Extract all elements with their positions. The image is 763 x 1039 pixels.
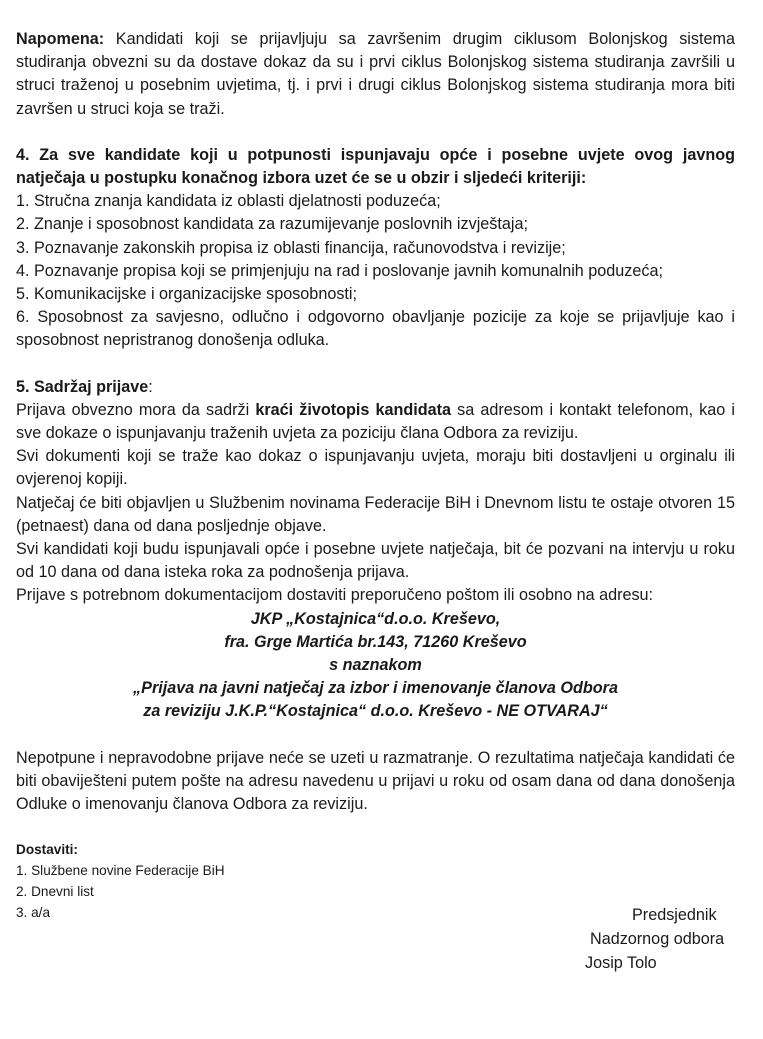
address-line-5: za reviziju J.K.P.“Kostajnica“ d.o.o. Kreševo - NE OTVARAJ“ — [143, 702, 608, 721]
section5-heading-line — [16, 376, 735, 399]
address-line-3: s naznakom — [329, 656, 422, 675]
address-line-2: fra. Grge Martića br.143, 71260 Kreševo — [224, 632, 527, 651]
criteria-item: 4. Poznavanje propisa koji se primjenjuju na rad i poslovanje javnih komunalnih poduzeća; — [16, 261, 663, 280]
criteria-item: 6. Sposobnost za savjesno, odlučno i odgovorno obavljanje pozicije za koje se prijavljuje kao i sposobnost nepristranog donošenja odluka. — [16, 308, 735, 350]
section5-paragraph-4: Svi kandidati koji budu ispunjavali opće i posebne uvjete natječaja, bit će pozvani na intervju u roku od 10 dana od dana isteka roka za podnošenja prijava. — [16, 540, 735, 582]
section5-paragraph-1 — [16, 399, 735, 445]
para1-start: Prijava obvezno mora da sadrži — [16, 400, 256, 419]
note-text: Kandidati koji se prijavljuju sa završenim drugim ciklusom Bolonjskog sistema studiranja obvezni su da dostave dokaz da su i prvi ciklus Bolonjskog sistema studiranja završili u struci traženoj u posebnim uvjetima, tj. i prvi i drugi ciklus Bolonjskog sistema studiranja mora biti završen u struci koja se traži. — [16, 30, 735, 118]
deliver-item: 1. Službene novine Federacije BiH — [16, 863, 225, 879]
criteria-item: 2. Znanje i sposobnost kandidata za razumijevanje poslovnih izvještaja; — [16, 215, 529, 234]
signature-name: Josip Tolo — [585, 954, 657, 972]
para1-bold: kraći životopis kandidata — [255, 400, 452, 419]
document-page — [16, 28, 735, 923]
section5-heading-colon: : — [148, 377, 153, 396]
section5-paragraph-2: Svi dokumenti koji se traže kao dokaz o ispunjavanju uvjeta, moraju biti dostavljeni u orginalu ili ovjerenoj kopiji. — [16, 447, 735, 489]
section5-paragraph-3: Natječaj će biti objavljen u Službenim novinama Federacije BiH i Dnevnom listu te ostaje otvoren 15 (petnaest) dana od dana posljednje objave. — [16, 493, 735, 535]
para1-end: sa adresom i kontakt telefonom, kao i sve dokaze o ispunjavanju traženih uvjeta za poziciju člana Odbora za reviziju. — [16, 400, 735, 443]
criteria-item: 5. Komunikacijske i organizacijske sposobnosti; — [16, 285, 358, 304]
closing-paragraph: Nepotpune i nepravodobne prijave neće se uzeti u razmatranje. O rezultatima natječaja kandidati će biti obaviješteni putem pošte na adresu navedenu u prijavi u roku od osam dana od dana donošenja Odluke o imenovanju članova Odbora za reviziju. — [16, 748, 735, 814]
address-line-1: JKP „Kostajnica“d.o.o. Kreševo, — [250, 609, 501, 628]
deliver-label: Dostaviti: — [16, 842, 78, 858]
section5-paragraph-5: Prijave s potrebnom dokumentacijom dostaviti preporučeno poštom ili osobno na adresu: — [16, 586, 654, 605]
criteria-item: 3. Poznavanje zakonskih propisa iz oblasti financija, računovodstva i revizije; — [16, 238, 566, 257]
note-label: Napomena: — [16, 30, 105, 48]
signature-title: Predsjednik — [632, 906, 717, 924]
note-paragraph — [16, 28, 735, 121]
signature-board: Nadzornog odbora — [590, 930, 725, 948]
section5-heading: 5. Sadržaj prijave — [16, 377, 149, 396]
deliver-item: 2. Dnevni list — [16, 884, 94, 900]
address-line-4: „Prijava na javni natječaj za izbor i imenovanje članova Odbora — [133, 679, 618, 698]
deliver-item: 3. a/a — [16, 905, 51, 921]
criteria-item: 1. Stručna znanja kandidata iz oblasti djelatnosti poduzeća; — [16, 192, 441, 211]
section4-heading: 4. Za sve kandidate koji u potpunosti ispunjavaju opće i posebne uvjete ovog javnog natječaja u postupku konačnog izbora uzet će se u obzir i sljedeći kriteriji: — [16, 145, 735, 188]
